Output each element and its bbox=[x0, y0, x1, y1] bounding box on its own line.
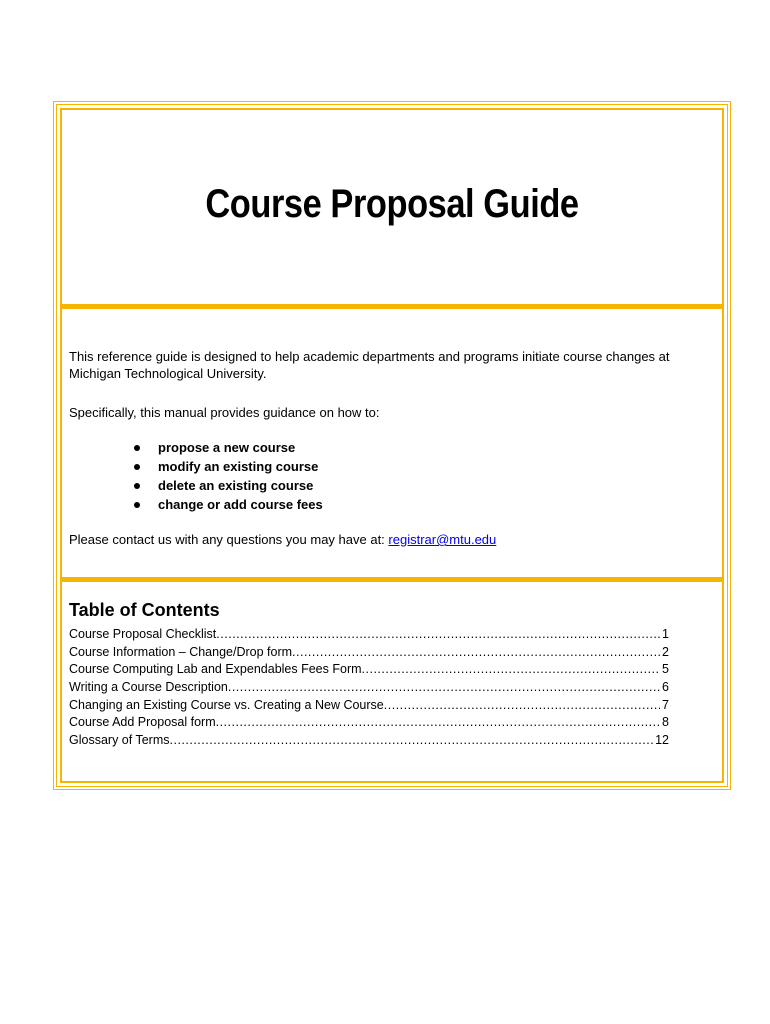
email-link[interactable]: registrar@mtu.edu bbox=[388, 532, 497, 547]
toc-entry[interactable] bbox=[69, 733, 669, 751]
document-title: Course Proposal Guide bbox=[205, 182, 579, 226]
toc-entry-label[interactable]: Course Computing Lab and Expendables Fees Form bbox=[69, 662, 362, 677]
bullet-icon bbox=[134, 445, 140, 451]
toc-page-number: 1 bbox=[662, 627, 669, 641]
toc-title: Table of Contents bbox=[69, 600, 220, 620]
list-item bbox=[132, 477, 323, 496]
list-item-label: modify an existing course bbox=[158, 459, 319, 474]
toc-entry[interactable] bbox=[69, 680, 669, 698]
list-item bbox=[132, 439, 323, 458]
document-frame bbox=[53, 101, 731, 790]
toc-leader bbox=[362, 662, 661, 676]
toc-page-number: 7 bbox=[662, 697, 669, 712]
toc-entry-label[interactable]: Course Add Proposal form bbox=[69, 715, 216, 730]
toc-page-number: 6 bbox=[662, 680, 669, 695]
toc-entry-label[interactable]: Changing an Existing Course vs. Creating a New Course bbox=[69, 697, 384, 712]
toc-leader bbox=[292, 645, 660, 659]
toc-page-number: 2 bbox=[662, 644, 669, 659]
toc-entry[interactable] bbox=[69, 645, 669, 663]
toc-entry-label[interactable]: Writing a Course Description bbox=[69, 680, 228, 695]
bullet-icon bbox=[134, 483, 140, 489]
intro-section bbox=[62, 309, 722, 582]
toc-page-number: 12 bbox=[655, 733, 669, 748]
bullet-icon bbox=[134, 502, 140, 508]
toc-entry-label[interactable]: Glossary of Terms bbox=[69, 733, 170, 748]
list-item-label: propose a new course bbox=[158, 440, 296, 455]
intro-paragraph: This reference guide is designed to help academic departments and programs initiate course changes at Michigan Technological University. bbox=[69, 349, 670, 381]
toc-page-number: 8 bbox=[662, 715, 669, 730]
contact-text: Please contact us with any questions you may have at: bbox=[69, 532, 389, 547]
toc-leader bbox=[216, 715, 660, 729]
list-item bbox=[132, 496, 323, 515]
toc-leader bbox=[216, 627, 660, 641]
toc-section bbox=[62, 582, 722, 781]
list-item-label: delete an existing course bbox=[158, 478, 314, 493]
title-section bbox=[62, 110, 722, 309]
toc-leader bbox=[170, 733, 654, 747]
list-item-label: change or add course fees bbox=[158, 497, 323, 512]
guidance-list bbox=[132, 439, 323, 515]
list-item bbox=[132, 458, 323, 477]
toc-leader bbox=[384, 698, 660, 712]
toc-entry[interactable] bbox=[69, 662, 669, 680]
contact-line bbox=[69, 531, 496, 548]
toc-page-number: 5 bbox=[662, 662, 669, 677]
toc-entry[interactable] bbox=[69, 627, 669, 645]
bullet-icon bbox=[134, 464, 140, 470]
toc-leader bbox=[228, 680, 660, 694]
toc-entry-label[interactable]: Course Information – Change/Drop form bbox=[69, 644, 293, 659]
toc-entry[interactable] bbox=[69, 715, 669, 733]
toc-entry-label[interactable]: Course Proposal Checklist bbox=[69, 627, 217, 641]
specific-paragraph: Specifically, this manual provides guidance on how to: bbox=[69, 405, 380, 420]
toc-list bbox=[69, 627, 669, 751]
document-frame-inner bbox=[60, 108, 724, 783]
toc-entry[interactable] bbox=[69, 698, 669, 716]
